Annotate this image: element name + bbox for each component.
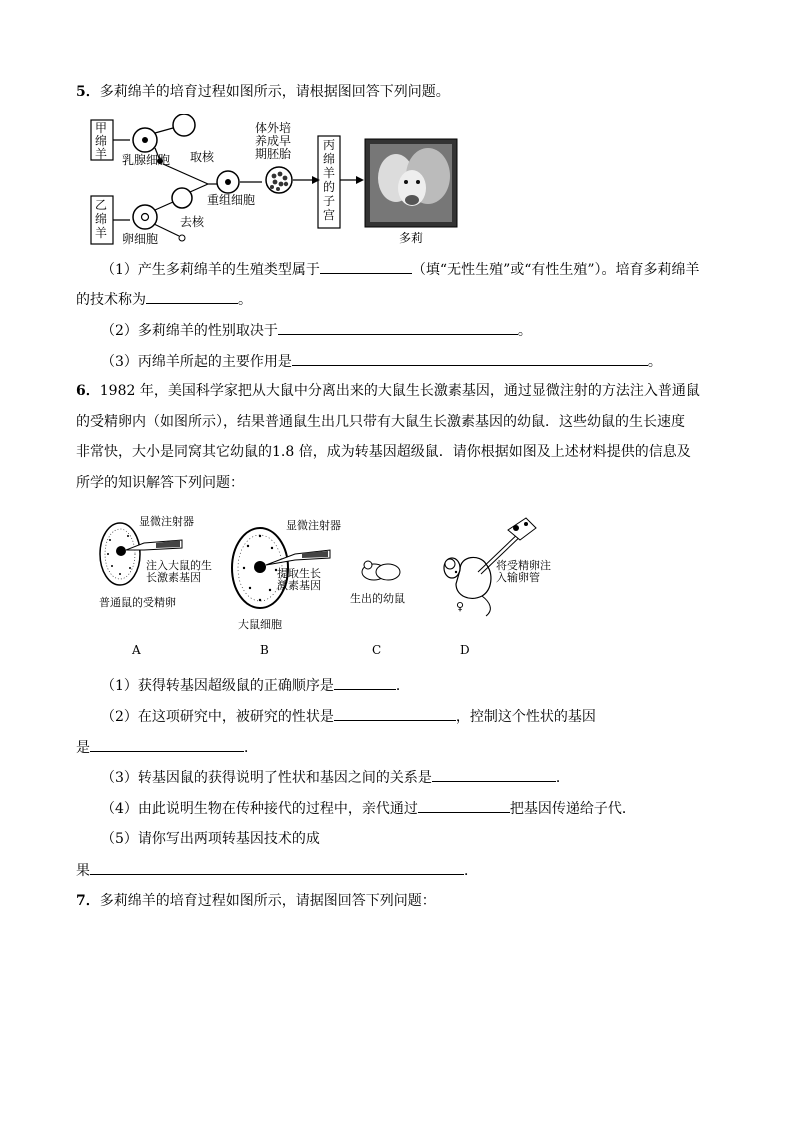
q5-sub1-text-c: 的技术称为 [76,292,146,308]
q5-stem: 多莉绵羊的培育过程如图所示，请根据图回答下列问题。 [99,84,450,100]
q6-baby-mice-label: 生出的幼鼠 [350,592,405,605]
q6-sub2-line2 [76,737,258,758]
q6-stem-line1 [76,381,700,401]
q6-extract-label-1: 提取生长 [277,567,321,580]
q5-chongzu-label: 重组细胞 [207,193,256,207]
q6-extract-label-2: 激素基因 [277,579,321,592]
q5-answer-blank-3[interactable] [278,320,518,335]
q6-stem-1: 1982 年，美国科学家把从大鼠中分离出来的大鼠生长激素基因，通过显微注射的方法注入普通鼠 [99,383,700,399]
q5-sub2-line [101,320,532,341]
q5-answer-blank-2[interactable] [146,289,238,304]
q5-yi-label: 乙绵羊 [95,198,108,240]
q7-stem-line [76,891,436,911]
q5-sub3-line [101,351,662,372]
q6-rat-cell-label: 大鼠细胞 [238,618,282,631]
q6-sub2-text-b: ，控制这个性状的基因 [455,709,596,725]
q5-rxxb-label: 乳腺细胞 [122,153,171,167]
q6-sub1-text-a: （1）获得转基因超级鼠的正确顺序是 [101,678,334,694]
q5-quhe-label: 取核 [190,150,215,164]
q6-figure-svg [90,510,610,660]
q5-tiwai-label: 体外培养成早期胚胎 [255,121,292,161]
q5-sub1-line1 [101,259,700,280]
q7-stem: 多莉绵羊的培育过程如图所示，请据图回答下列问题： [99,893,436,909]
q5-sub1-line2 [76,289,252,310]
q6-stem-line3: 非常快，大小是同窝其它幼鼠的1.8 倍，成为转基因超级鼠．请你根据如图及上述材料提供的信息及 [76,444,691,460]
q5-stem-line [76,82,450,102]
q6-sub3-text-b: ． [555,770,570,786]
q6-inject-label-1: 注入大鼠的生 [146,559,212,572]
q5-number: 5． [76,84,100,100]
q6-answer-blank-3[interactable] [90,737,244,752]
q5-cloning-diagram [90,114,470,250]
q5-answer-blank-4[interactable] [292,351,648,366]
q6-sub5-line1: （5）请你写出两项转基因技术的成 [101,831,320,847]
q5-duoli-label: 多莉 [399,231,424,245]
q6-number: 6． [76,383,100,399]
q5-sub3-text-a: （3）丙绵羊所起的主要作用是 [101,354,292,370]
q6-label-d: D [460,643,470,657]
q5-quhe2-label: 去核 [180,215,205,229]
q5-sub1-text-d: 。 [238,292,252,308]
q6-answer-blank-2[interactable] [334,706,456,721]
q6-sub5-text-b: 果 [76,863,90,879]
q6-answer-blank-6[interactable] [90,860,464,875]
q6-stem-line2: 的受精卵内（如图所示），结果普通鼠生出几只带有大鼠生长激素基因的幼鼠．这些幼鼠的生长速度 [76,414,685,430]
q6-injector-label-b: 显微注射器 [286,519,341,532]
q6-answer-blank-5[interactable] [418,798,510,813]
q6-stem-line4: 所学的知识解答下列问题： [76,475,244,491]
q6-injector-label-a: 显微注射器 [139,515,194,528]
q6-sub5-text-c: ． [464,863,478,879]
q6-sub1-text-b: ． [395,678,410,694]
q5-jia-label: 甲绵羊 [95,121,108,161]
q6-transgenic-figure [90,510,610,660]
q5-sub1-text-a: （1）产生多莉绵羊的生殖类型属于 [101,262,320,278]
q6-answer-blank-4[interactable] [432,767,556,782]
q7-number: 7． [76,893,100,909]
q6-label-c: C [372,643,382,657]
q6-oviduct-label-2: 入输卵管 [496,571,540,584]
q6-oviduct-label-1: 将受精卵注 [496,559,551,572]
q6-sub4-text-b: 把基因传递给子代． [509,801,636,817]
q6-sub2-text-d: ． [244,740,258,756]
q5-sub2-text-a: （2）多莉绵羊的性别取决于 [101,323,278,339]
q6-sub2-text-a: （2）在这项研究中，被研究的性状是 [101,709,334,725]
q6-answer-blank-1[interactable] [334,675,396,690]
q6-sub2-line1 [101,706,596,727]
q6-sub5-line2 [76,860,478,881]
q5-luanxibao-label: 卵细胞 [122,232,159,246]
q6-fertilized-egg-label: 普通鼠的受精卵 [99,596,176,609]
q6-label-a: A [132,643,141,657]
q6-female-symbol: ♀ [456,600,465,613]
q5-answer-blank-1[interactable] [320,259,412,274]
q5-bing-label: 丙绵羊的子宫 [323,138,336,222]
q6-label-b: B [260,643,269,657]
q5-sub2-text-b: 。 [517,323,532,339]
q5-sub1-text-b: （填“无性生殖”或“有性生殖”）。培育多莉绵羊 [411,262,700,278]
q6-sub1-line [101,675,410,696]
q6-sub3-text-a: （3）转基因鼠的获得说明了性状和基因之间的关系是 [101,770,432,786]
q6-sub4-text-a: （4）由此说明生物在传种接代的过程中，亲代通过 [101,801,418,817]
q6-sub4-line [101,798,636,819]
q6-inject-label-2: 长激素基因 [146,571,201,584]
q5-sub3-text-b: 。 [647,354,662,370]
q6-sub2-text-c: 是 [76,740,90,756]
q6-sub3-line [101,767,570,788]
